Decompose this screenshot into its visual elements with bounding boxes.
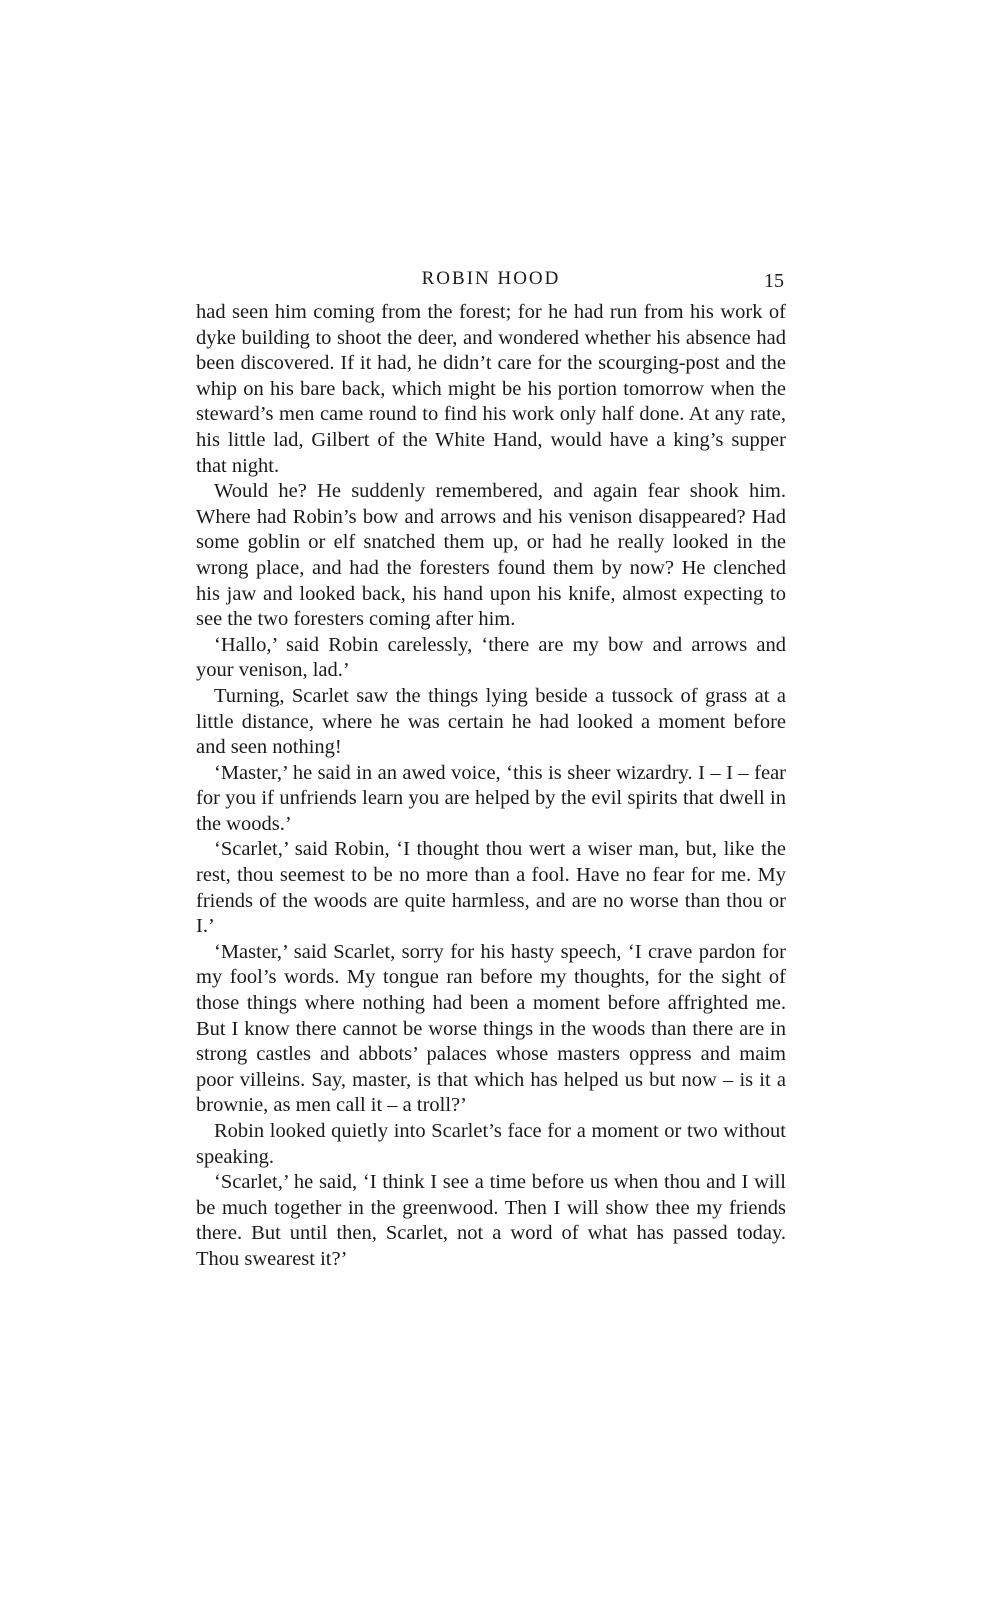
running-title: ROBIN HOOD <box>421 268 561 289</box>
paragraph-8: Robin looked quietly into Scarlet’s face for a moment or two without speaking. <box>196 1120 786 1168</box>
page-number: 15 <box>764 270 784 292</box>
paragraph-7: ‘Master,’ said Scarlet, sorry for his hasty speech, ‘I crave pardon for my fool’s words. My tongue ran before my thoughts, for the sight of those things where nothing had been a moment before affrighted me. But I know there cannot be worse things in the woods than there are in strong castles and abbots’ palaces whose masters oppress and maim poor villeins. Say, master, is that which has helped us but now – is it a brownie, as men call it – a troll?’ <box>196 940 786 1117</box>
paragraph-2: Would he? He suddenly remembered, and again fear shook him. Where had Robin’s bow and arrows and his venison disappeared? Had some goblin or elf snatched them up, or had he really looked in the wrong place, and had the foresters found them by now? He clenched his jaw and looked back, his hand upon his knife, almost expecting to see the two foresters coming after him. <box>196 480 786 631</box>
paragraph-4: Turning, Scarlet saw the things lying beside a tussock of grass at a little distance, where he was certain he had looked a moment before and seen nothing! <box>196 684 786 759</box>
paragraph-1: had seen him coming from the forest; for he had run from his work of dyke building to shoot the deer, and wondered whether his absence had been discovered. If it had, he didn’t care for the scourging-post and the whip on his bare back, which might be his portion tomorrow when the steward’s men came round to find his work only half done. At any rate, his little lad, Gilbert of the White Hand, would have a king’s supper that night. <box>196 301 786 477</box>
body-text <box>196 300 786 1273</box>
paragraph-6: ‘Scarlet,’ said Robin, ‘I thought thou wert a wiser man, but, like the rest, thou seemest to be no more than a fool. Have no fear for me. My friends of the woods are quite harmless, and are no worse than thou or I.’ <box>196 838 786 938</box>
running-head <box>196 268 786 300</box>
paragraph-5: ‘Master,’ he said in an awed voice, ‘this is sheer wizardry. I – I – fear for you if unfriends learn you are helped by the evil spirits that dwell in the woods.’ <box>196 761 786 835</box>
paragraph-9: ‘Scarlet,’ he said, ‘I think I see a time before us when thou and I will be much together in the greenwood. Then I will show thee my friends there. But until then, Scarlet, not a word of what has passed today. Thou swearest it?’ <box>196 1171 786 1270</box>
paragraph-3: ‘Hallo,’ said Robin carelessly, ‘there are my bow and arrows and your venison, lad.’ <box>196 633 786 682</box>
book-page <box>196 268 786 1273</box>
